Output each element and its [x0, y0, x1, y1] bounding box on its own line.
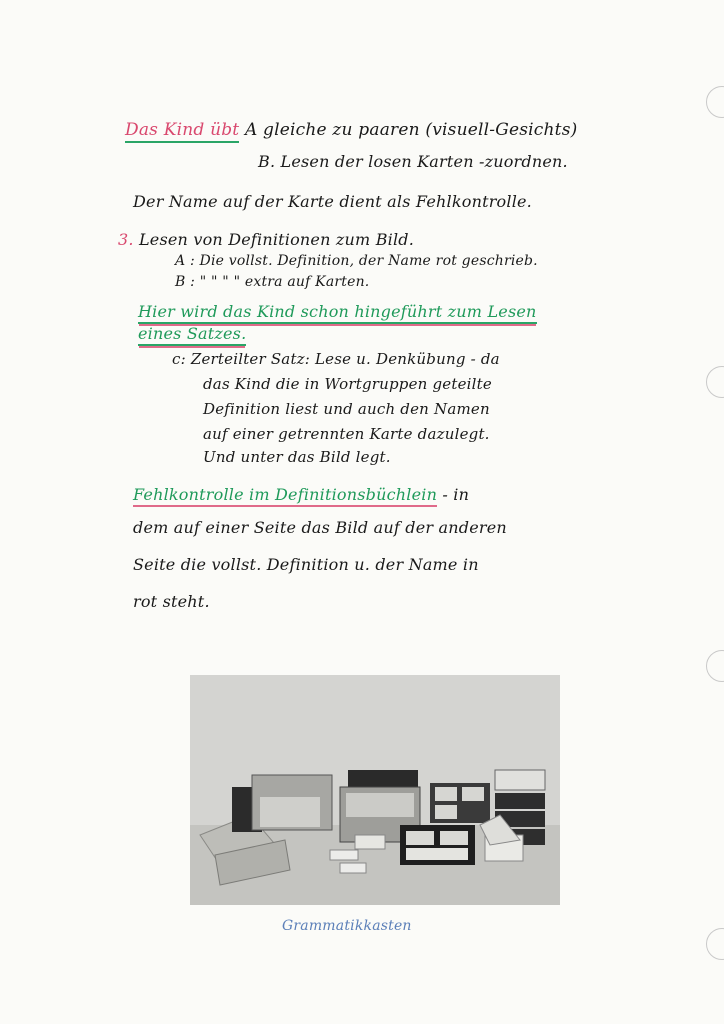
punch-hole: [706, 366, 724, 398]
line-3: Der Name auf der Karte dient als Fehlkontrolle.: [133, 192, 532, 211]
line-4-text: Lesen von Definitionen zum Bild.: [138, 230, 415, 249]
punch-hole: [706, 650, 724, 682]
line-12: auf einer getrennten Karte dazulegt.: [203, 425, 490, 443]
photo-caption: Grammatikkasten: [282, 918, 412, 934]
line-11: Definition liest und auch den Namen: [203, 400, 490, 418]
punch-hole: [706, 928, 724, 960]
punch-hole: [706, 86, 724, 118]
photo-boxes-drawing: [190, 675, 560, 905]
line-6: B : " " " " extra auf Karten.: [175, 274, 370, 290]
line-8: [138, 324, 246, 343]
green-heading: Fehlkontrolle im Definitionsbüchlein: [133, 485, 437, 507]
photo-grammar-boxes: [190, 675, 560, 905]
line-14: [133, 485, 469, 504]
line-5: A : Die vollst. Definition, der Name rot geschrieb.: [175, 253, 538, 269]
line-10: das Kind die in Wortgruppen geteilte: [203, 375, 492, 393]
line-7: [138, 302, 537, 321]
line-1: [125, 120, 577, 140]
green-note-1: Hier wird das Kind schon hingeführt zum Lesen: [138, 302, 537, 324]
line-15: dem auf einer Seite das Bild auf der anderen: [133, 518, 507, 537]
line-2: B. Lesen der losen Karten -zuordnen.: [258, 152, 568, 171]
line-14-text: - in: [442, 485, 470, 504]
line-13: Und unter das Bild legt.: [203, 448, 391, 466]
line-9: c: Zerteilter Satz: Lese u. Denkübung - da: [172, 350, 500, 368]
item-number: 3.: [118, 230, 134, 249]
heading-pink: Das Kind übt: [125, 120, 239, 143]
line-16: Seite die vollst. Definition u. der Name in: [133, 555, 479, 574]
line-1-text: A gleiche zu paaren (visuell-Gesichts): [244, 120, 578, 140]
line-4: [118, 230, 414, 249]
line-17: rot steht.: [133, 592, 210, 611]
green-note-2: eines Satzes.: [138, 324, 246, 346]
